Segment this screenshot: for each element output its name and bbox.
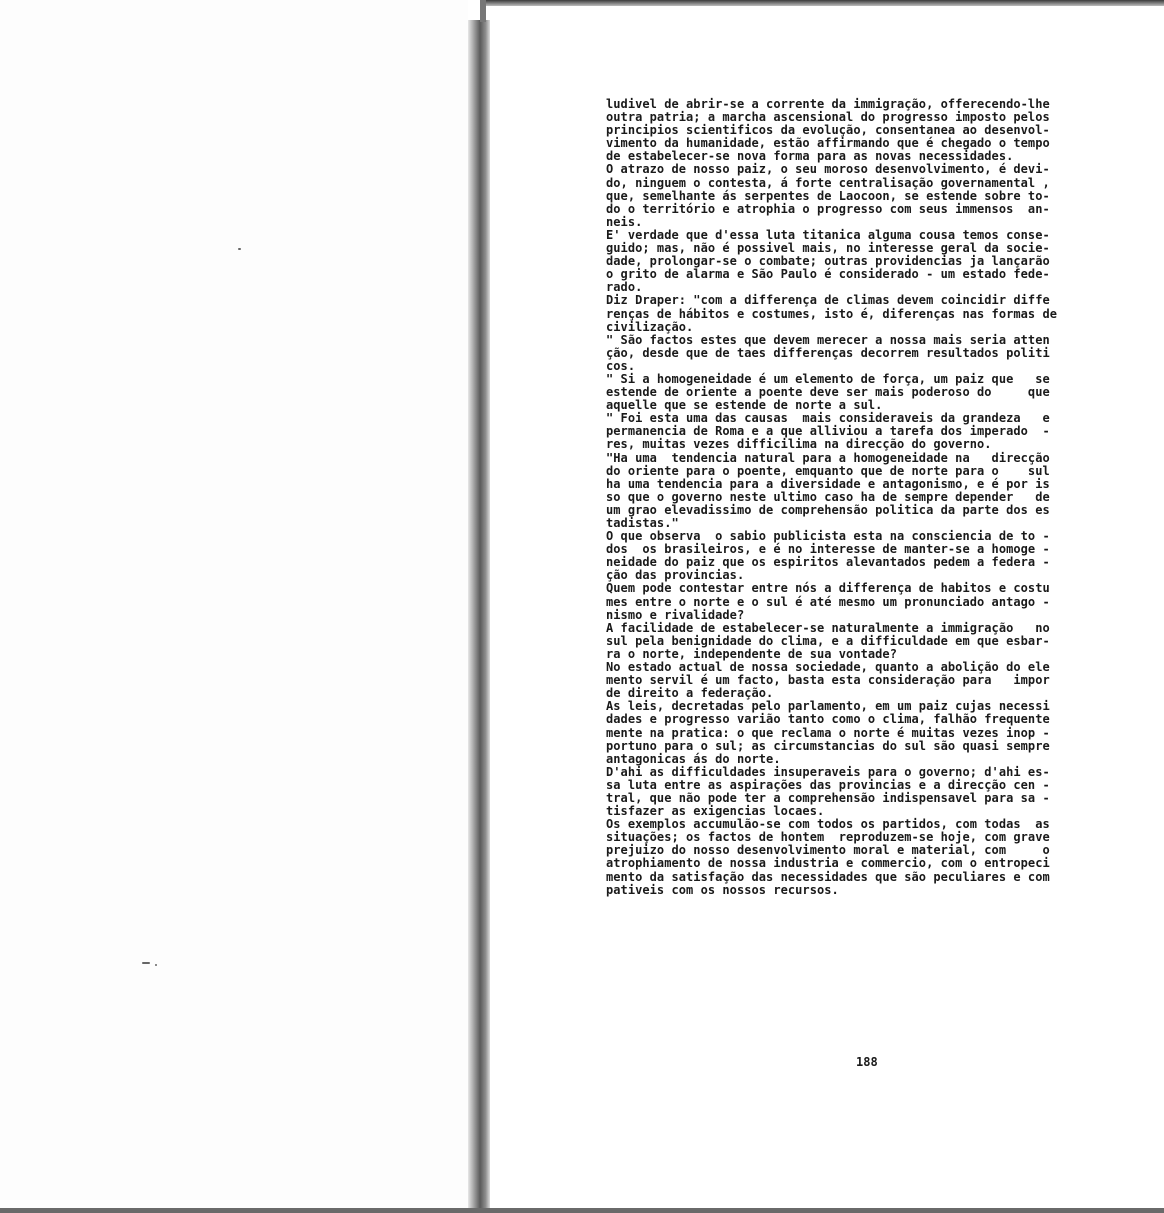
text-line: renças de hábitos e costumes, isto é, diferenças nas formas de	[606, 306, 1058, 321]
text-line: de estabelecer-se nova forma para as novas necessidades.	[606, 149, 1014, 164]
text-line: As leis, decretadas pelo parlamento, em um paiz cujas necessi	[606, 699, 1050, 714]
bottom-edge-shadow	[0, 1208, 1164, 1213]
text-line: um grao elevadissimo de comprehensão politica da parte dos es	[606, 502, 1050, 517]
text-line: dades e progresso varião tanto como o clima, falhão frequente	[606, 712, 1050, 727]
text-line: so que o governo neste ultimo caso ha de sempre depender de	[606, 489, 1050, 504]
text-line: neis.	[606, 214, 643, 229]
text-line: pativeis com os nossos recursos.	[606, 882, 839, 897]
text-line: " São factos estes que devem merecer a nossa mais seria atten	[606, 332, 1050, 347]
page-number: 188	[856, 1055, 878, 1069]
text-line: guido; mas, não é possivel mais, no interesse geral da socie-	[606, 241, 1050, 256]
top-edge-shadow	[486, 0, 1164, 6]
text-line: tral, que não pode ter a comprehensão indispensavel para sa -	[606, 790, 1050, 805]
text-line: sa luta entre as aspirações das provincias e a direcção cen -	[606, 777, 1050, 792]
text-line: "Ha uma tendencia natural para a homogeneidade na direcção	[606, 450, 1050, 465]
right-text-page	[500, 8, 1164, 1206]
text-line: cos.	[606, 358, 636, 373]
text-line: mente na pratica: o que reclama o norte é muitas vezes inop -	[606, 725, 1050, 740]
text-line: estende de oriente a poente deve ser mais poderoso do que	[606, 385, 1050, 400]
text-line: ção, desde que de taes differenças decorrem resultados politi	[606, 345, 1050, 360]
scan-speck	[238, 248, 241, 250]
text-line: vimento da humanidade, estão affirmando que é chegado o tempo	[606, 136, 1050, 151]
text-line: permanencia de Roma e a que alliviou a tarefa dos imperado -	[606, 424, 1050, 439]
text-line: " Si a homogeneidade é um elemento de força, um paiz que se	[606, 371, 1050, 386]
text-line: o grito de alarma e São Paulo é considerado - um estado fede-	[606, 267, 1050, 282]
text-line: atrophiamento de nossa industria e commercio, com o entropeci	[606, 856, 1050, 871]
scan-speck	[155, 964, 157, 966]
text-line: neidade do paiz que os espiritos alevantados pedem a federa -	[606, 555, 1050, 570]
text-line: res, muitas vezes difficilima na direcção do governo.	[606, 437, 992, 452]
left-blank-page	[0, 0, 468, 1213]
text-line: mento da satisfação das necessidades que são peculiares e com	[606, 869, 1050, 884]
text-line: sul pela benignidade do clima, e a difficuldade em que esbar-	[606, 633, 1050, 648]
text-line: tadistas."	[606, 516, 679, 530]
text-line: do oriente para o poente, emquanto que de norte para o sul	[606, 463, 1050, 478]
text-line: do o território e atrophia o progresso com seus immensos an-	[606, 201, 1050, 216]
text-line: portuno para o sul; as circumstancias do sul são quasi sempre	[606, 738, 1050, 753]
text-line: Quem pode contestar entre nós a differença de habitos e costu	[606, 581, 1050, 596]
text-line: tisfazer as exigencias locaes.	[606, 804, 825, 819]
text-line: dade, prolongar-se o combate; outras providencias ja lançarão	[606, 254, 1050, 269]
text-line: Diz Draper: "com a differença de climas devem coincidir diffe	[606, 293, 1050, 308]
text-line: ção das provincias.	[606, 568, 745, 583]
text-line: ha uma tendencia para a diversidade e antagonismo, e é por is	[606, 476, 1050, 491]
text-line: O atrazo de nosso paiz, o seu moroso desenvolvimento, é devi-	[606, 162, 1050, 177]
text-line: mento servil é um facto, basta esta consideração para impor	[606, 673, 1050, 688]
text-line: outra patria; a marcha ascensional do progresso imposto pelos	[606, 110, 1050, 125]
text-line: No estado actual de nossa sociedade, quanto a abolição do ele	[606, 660, 1050, 675]
body-text	[606, 98, 1138, 897]
text-line: do, ninguem o contesta, á forte centralisação governamental ,	[606, 175, 1050, 190]
text-line: nismo e rivalidade?	[606, 607, 745, 622]
text-line: que, semelhante ás serpentes de Laocoon, se estende sobre to-	[606, 188, 1050, 203]
text-line: ra o norte, independente de sua vontade?	[606, 646, 897, 661]
text-line: " Foi esta uma das causas mais consideraveis da grandeza e	[606, 411, 1050, 426]
text-line: E' verdade que d'essa luta titanica alguma cousa temos conse-	[606, 227, 1050, 242]
text-line: dos os brasileiros, e é no interesse de manter-se a homoge -	[606, 542, 1050, 557]
text-line: aquelle que se estende de norte a sul.	[606, 398, 883, 413]
text-line: situações; os factos de hontem reproduzem-se hoje, com grave	[606, 830, 1050, 845]
text-line: A facilidade de estabelecer-se naturalmente a immigração no	[606, 620, 1050, 635]
text-line: de direito a federação.	[606, 686, 774, 701]
book-gutter-shadow	[468, 20, 490, 1210]
text-line: antagonicas ás do norte.	[606, 751, 781, 766]
text-line: rado.	[606, 280, 643, 295]
text-line: ludivel de abrir-se a corrente da immigração, offerecendo-lhe	[606, 97, 1050, 111]
text-line: civilização.	[606, 319, 694, 334]
text-line: prejuizo do nosso desenvolvimento moral e material, com o	[606, 843, 1050, 858]
text-line: O que observa o sabio publicista esta na consciencia de to -	[606, 529, 1050, 544]
text-line: mes entre o norte e o sul é até mesmo um pronunciado antago -	[606, 594, 1050, 609]
text-line: Os exemplos accumulão-se com todos os partidos, com todas as	[606, 817, 1050, 832]
text-line: principios scientificos da evolução, consentanea ao desenvol-	[606, 123, 1050, 138]
scan-speck	[142, 962, 150, 964]
text-line: D'ahi as difficuldades insuperaveis para o governo; d'ahi es-	[606, 764, 1050, 779]
